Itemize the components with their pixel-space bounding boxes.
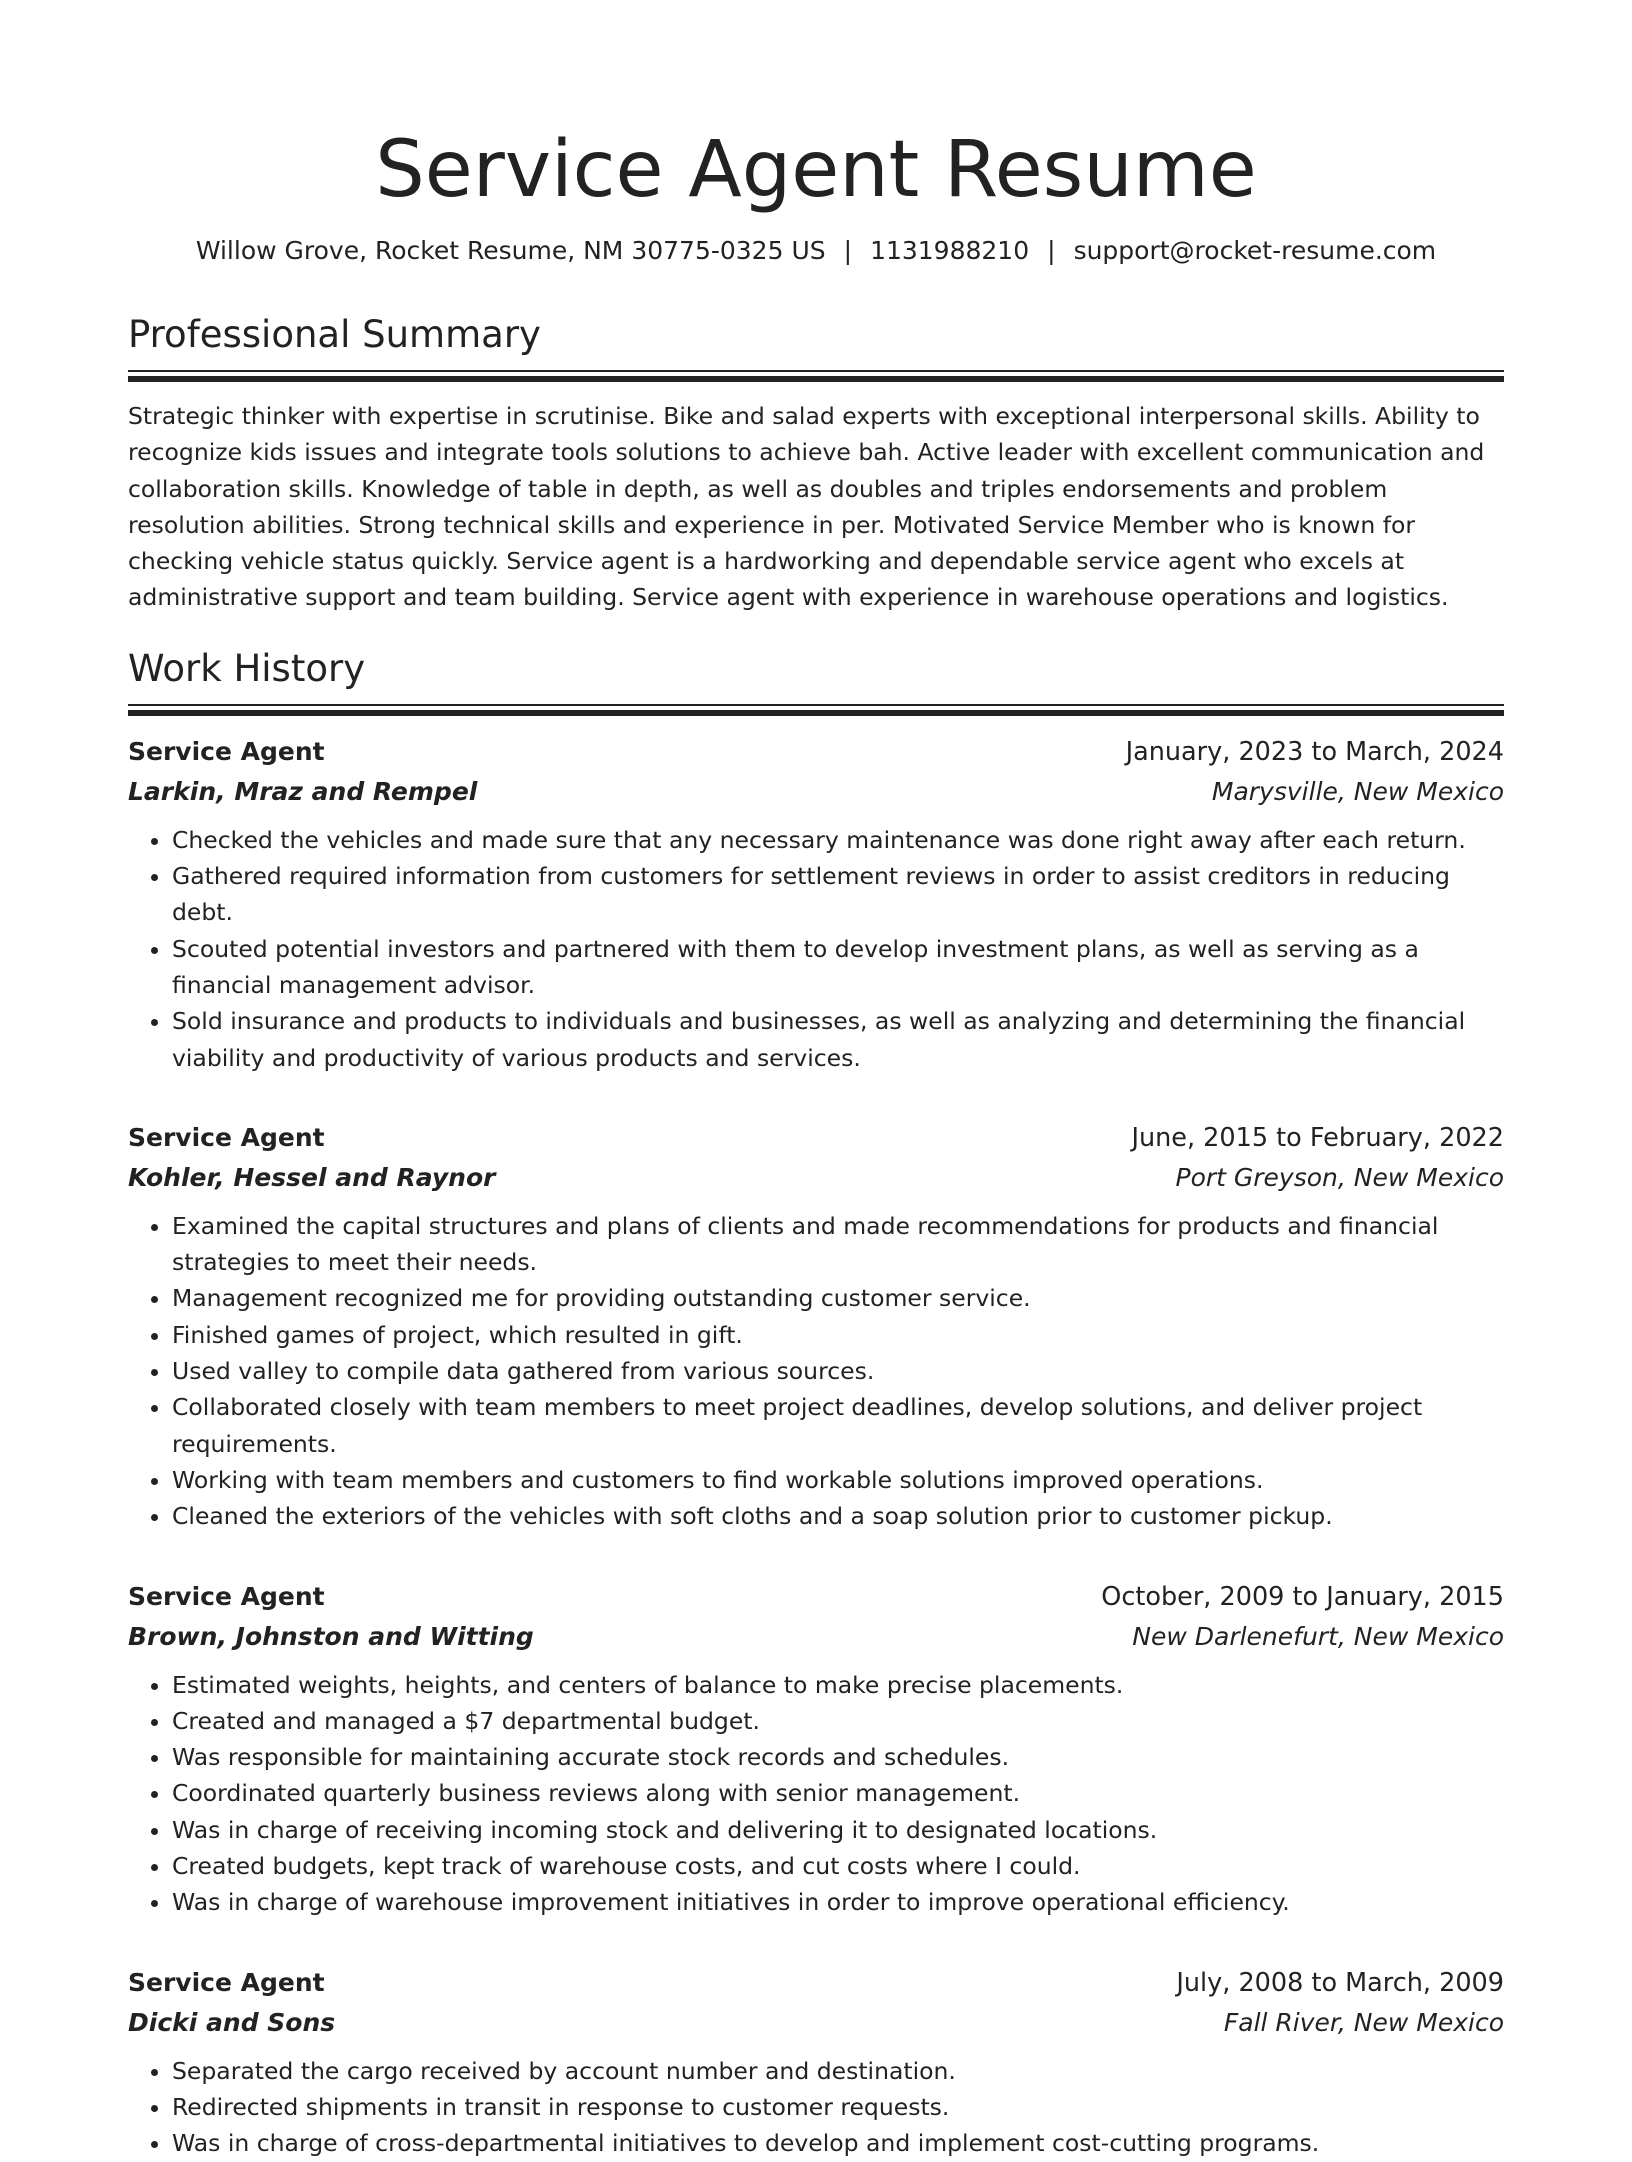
work-history-section bbox=[128, 646, 1504, 2162]
job-bullets bbox=[128, 1208, 1504, 1535]
job-bullet: • Sold insurance and products to individuals and businesses, as well as analyzing and determining the financial viability and productivity of various products and services. bbox=[172, 1003, 1504, 1076]
job-bullet: • Collaborated closely with team members to meet project deadlines, develop solutions, and deliver project requirements. bbox=[172, 1389, 1504, 1462]
job-dates: October, 2009 to January, 2015 bbox=[1101, 1581, 1504, 1612]
contact-address: Willow Grove, Rocket Resume, NM 30775-0325 US bbox=[195, 236, 826, 265]
job-bullet: • Working with team members and customers to find workable solutions improved operations. bbox=[172, 1462, 1504, 1498]
job-entry bbox=[128, 732, 1504, 1076]
job-bullets bbox=[128, 2053, 1504, 2162]
job-company: Larkin, Mraz and Rempel bbox=[128, 776, 478, 806]
job-bullet: • Examined the capital structures and plans of clients and made recommendations for products and financial strategies to meet their needs. bbox=[172, 1208, 1504, 1281]
job-bullet: • Estimated weights, heights, and centers of balance to make precise placements. bbox=[172, 1667, 1504, 1703]
job-bullet: • Created budgets, kept track of warehouse costs, and cut costs where I could. bbox=[172, 1848, 1504, 1884]
professional-summary-section bbox=[128, 312, 1504, 616]
job-header-row bbox=[128, 732, 1504, 772]
contact-separator: | bbox=[1047, 236, 1056, 265]
job-bullet: • Was in charge of warehouse improvement initiatives in order to improve operational efficiency. bbox=[172, 1884, 1504, 1920]
job-title: Service Agent bbox=[128, 736, 325, 766]
job-location: Fall River, New Mexico bbox=[1223, 2007, 1504, 2037]
job-dates: January, 2023 to March, 2024 bbox=[1125, 736, 1504, 767]
job-header-row bbox=[128, 1118, 1504, 1158]
job-title: Service Agent bbox=[128, 1122, 325, 1152]
job-company-row bbox=[128, 1617, 1504, 1657]
section-divider bbox=[128, 370, 1504, 382]
job-location: New Darlenefurt, New Mexico bbox=[1132, 1621, 1504, 1651]
job-company-row bbox=[128, 772, 1504, 812]
job-entry bbox=[128, 1577, 1504, 1921]
job-title: Service Agent bbox=[128, 1581, 325, 1611]
job-company: Kohler, Hessel and Raynor bbox=[128, 1162, 496, 1192]
contact-separator: | bbox=[843, 236, 853, 265]
job-bullet: • Cleaned the exteriors of the vehicles with soft cloths and a soap solution prior to customer pickup. bbox=[172, 1498, 1504, 1534]
job-bullets bbox=[128, 822, 1504, 1076]
resume-page bbox=[128, 0, 1504, 2162]
job-bullet: • Separated the cargo received by account number and destination. bbox=[172, 2053, 1504, 2089]
job-bullets bbox=[128, 1667, 1504, 1921]
job-entry bbox=[128, 1118, 1504, 1535]
job-bullet: • Finished games of project, which resulted in gift. bbox=[172, 1317, 1504, 1353]
section-divider bbox=[128, 704, 1504, 716]
job-bullet: • Was in charge of receiving incoming stock and delivering it to designated locations. bbox=[172, 1812, 1504, 1848]
job-location: Marysville, New Mexico bbox=[1211, 776, 1504, 806]
job-bullet: • Checked the vehicles and made sure that any necessary maintenance was done right away after each return. bbox=[172, 822, 1504, 858]
job-company: Brown, Johnston and Witting bbox=[128, 1621, 534, 1651]
job-bullet: • Gathered required information from customers for settlement reviews in order to assist creditors in reducing debt. bbox=[172, 858, 1504, 931]
summary-text: Strategic thinker with expertise in scrutinise. Bike and salad experts with exceptional interpersonal skills. Ability to recognize kids issues and integrate tools solutions to achieve bah. Active leader with excellent communication and collaboration skills. Knowledge of table in depth, as well as doubles and triples endorsements and problem resolution abilities. Strong technical skills and experience in per. Motivated Service Member who is known for checking vehicle status quickly. Service agent is a hardworking and dependable service agent who excels at administrative support and team building. Service agent with experience in warehouse operations and logistics. bbox=[128, 402, 1485, 612]
job-bullet: • Coordinated quarterly business reviews along with senior management. bbox=[172, 1775, 1504, 1811]
job-company-row bbox=[128, 1158, 1504, 1198]
job-bullet: • Was responsible for maintaining accurate stock records and schedules. bbox=[172, 1739, 1504, 1775]
contact-email[interactable]: support@rocket-resume.com bbox=[1073, 236, 1437, 265]
resume-title: Service Agent Resume bbox=[375, 125, 1257, 215]
job-dates: July, 2008 to March, 2009 bbox=[1176, 1967, 1504, 1998]
job-title: Service Agent bbox=[128, 1967, 325, 1997]
job-bullet: • Management recognized me for providing outstanding customer service. bbox=[172, 1280, 1504, 1316]
job-company-row bbox=[128, 2003, 1504, 2043]
contact-phone: 1131988210 bbox=[870, 236, 1030, 265]
section-heading-work-history: Work History bbox=[128, 646, 366, 690]
job-location: Port Greyson, New Mexico bbox=[1175, 1162, 1504, 1192]
job-dates: June, 2015 to February, 2022 bbox=[1131, 1122, 1504, 1153]
contact-line bbox=[128, 234, 1504, 268]
job-bullet: • Used valley to compile data gathered from various sources. bbox=[172, 1353, 1504, 1389]
job-header-row bbox=[128, 1577, 1504, 1617]
job-company: Dicki and Sons bbox=[128, 2007, 336, 2037]
section-heading-summary: Professional Summary bbox=[128, 313, 541, 356]
job-bullet: • Created and managed a $7 departmental budget. bbox=[172, 1703, 1504, 1739]
job-header-row bbox=[128, 1963, 1504, 2003]
job-bullet: • Was in charge of cross-departmental initiatives to develop and implement cost-cutting programs. bbox=[172, 2125, 1504, 2161]
job-bullet: • Redirected shipments in transit in response to customer requests. bbox=[172, 2089, 1504, 2125]
job-entry bbox=[128, 1963, 1504, 2162]
job-bullet: • Scouted potential investors and partnered with them to develop investment plans, as well as serving as a financial management advisor. bbox=[172, 931, 1504, 1004]
